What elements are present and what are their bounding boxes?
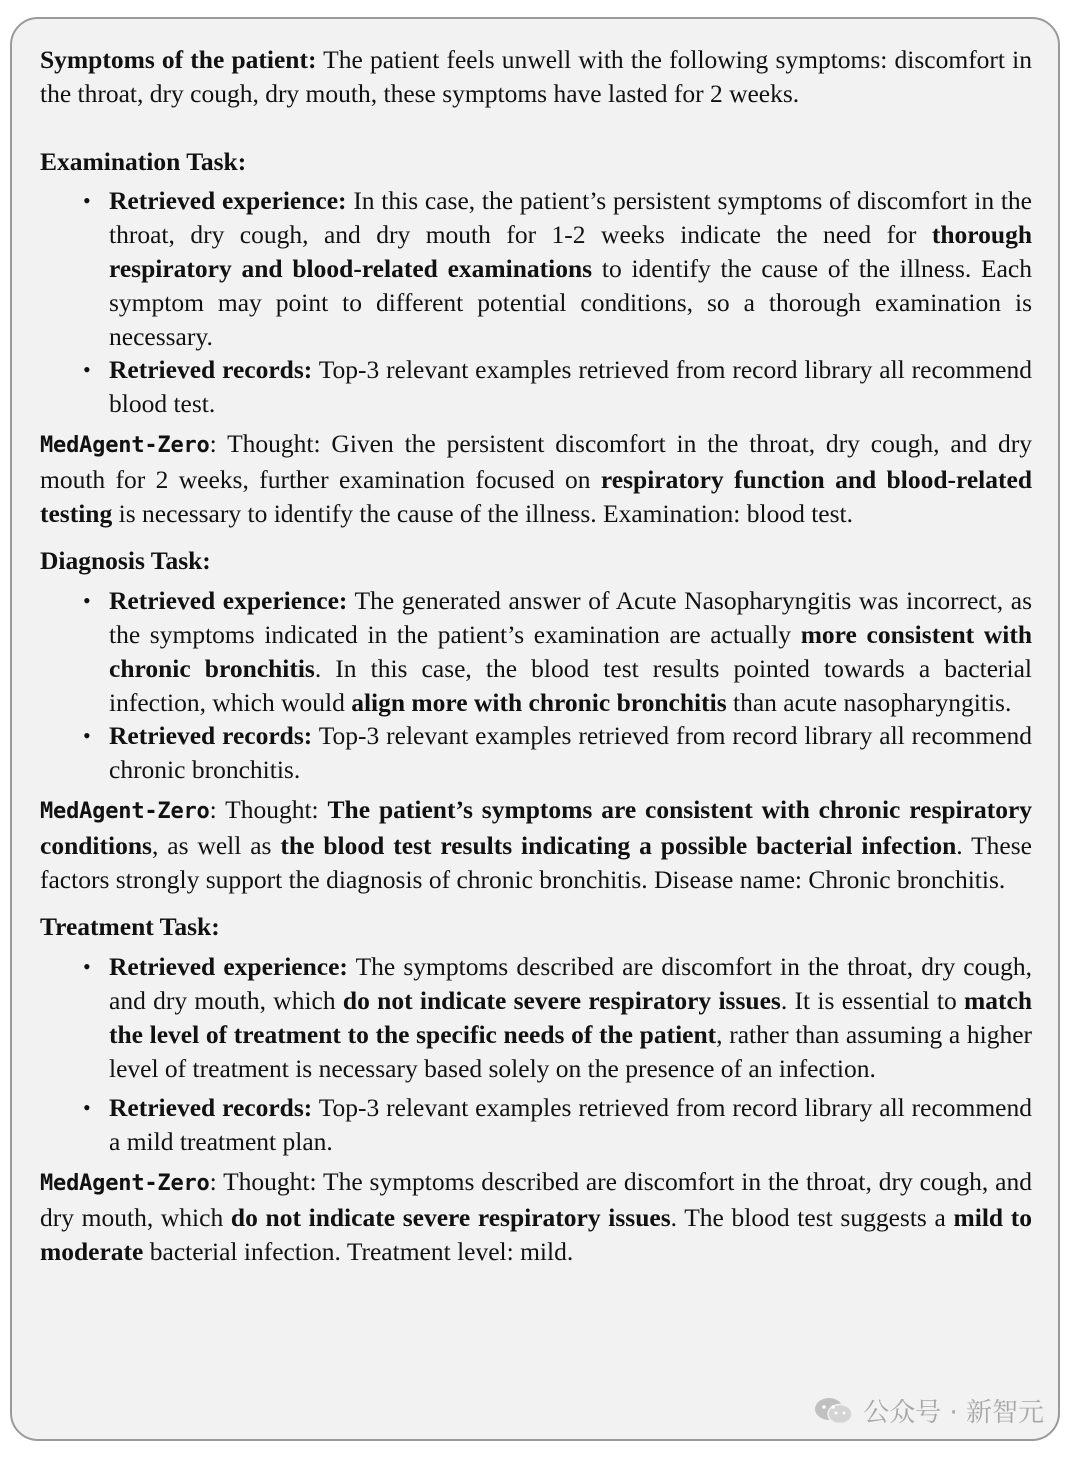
examination-agent-paragraph	[40, 427, 1032, 530]
treatment-experience-item	[83, 950, 1033, 1085]
agent-text: is necessary to identify the cause of the illness. Examination: blood test.	[118, 498, 853, 528]
records-text: Top-3 relevant examples retrieved from record library all recommend a mild treatment plan.	[109, 1093, 1033, 1157]
examination-records-item	[83, 353, 1033, 421]
case-study-card	[10, 17, 1060, 1441]
bullet-icon: •	[83, 723, 91, 749]
bullet-icon: •	[83, 1095, 91, 1121]
experience-emphasis: align more with chronic bronchitis	[351, 687, 727, 717]
treatment-heading: Treatment Task:	[40, 912, 220, 942]
diagnosis-agent-paragraph	[40, 793, 1032, 896]
examination-heading: Examination Task:	[40, 146, 247, 176]
treatment-agent-paragraph	[40, 1165, 1032, 1268]
agent-text: . The blood test suggests a	[670, 1202, 946, 1232]
treatment-records-item	[83, 1091, 1033, 1159]
agent-name: MedAgent-Zero	[40, 432, 210, 458]
experience-text: The generated answer of Acute Nasopharyngitis was incorrect, as the symptoms indicated in the patient’s examination are actually	[109, 586, 1032, 649]
watermark-text: 公众号 · 新智元	[863, 1398, 1044, 1428]
records-label: Retrieved records:	[109, 355, 313, 385]
experience-text: . In this case, the blood test results pointed towards a bacterial infection, which would	[109, 653, 1033, 717]
diagnosis-records-item	[83, 719, 1033, 787]
experience-text: to identify the cause of the illness. Each symptom may point to different potential conditions, so a thorough examination is necessary.	[109, 253, 1033, 351]
experience-emphasis: do not indicate severe respiratory issues	[342, 985, 781, 1015]
diagnosis-bullets	[40, 584, 1032, 787]
experience-text: In this case, the patient’s persistent symptoms of discomfort in the throat, dry cough, and dry mouth for 1-2 weeks indicate the need for	[109, 186, 1033, 250]
agent-text: . These factors strongly support the diagnosis of chronic bronchitis. Disease name: Chronic bronchitis.	[40, 830, 1032, 894]
records-text: Top-3 relevant examples retrieved from record library all recommend chronic bronchitis.	[109, 721, 1033, 785]
experience-label: Retrieved experience:	[109, 952, 348, 982]
experience-label: Retrieved experience:	[109, 186, 347, 216]
experience-text: , rather than assuming a higher level of treatment is necessary based solely on the presence of an infection.	[109, 1019, 1033, 1083]
agent-name: MedAgent-Zero	[40, 1170, 210, 1196]
symptoms-label: Symptoms of the patient:	[40, 45, 317, 74]
experience-label: Retrieved experience:	[109, 586, 348, 616]
diagnosis-heading: Diagnosis Task:	[40, 546, 211, 576]
agent-emphasis: The patient’s symptoms are consistent with chronic respiratory conditions	[40, 794, 1033, 860]
records-label: Retrieved records:	[109, 721, 313, 751]
diagnosis-experience-item	[83, 584, 1033, 719]
symptoms-text: The patient feels unwell with the following symptoms: discomfort in the throat, dry cough, dry mouth, these symptoms have lasted for 2 weeks.	[40, 45, 1032, 108]
records-text: Top-3 relevant examples retrieved from record library all recommend blood test.	[109, 355, 1033, 419]
agent-text: , as well as	[151, 830, 272, 860]
experience-emphasis: more consistent with chronic bronchitis	[109, 619, 1033, 683]
experience-text: The symptoms described are discomfort in the throat, dry cough, and dry mouth, which	[109, 952, 1033, 1015]
agent-name: MedAgent-Zero	[40, 798, 210, 824]
agent-emphasis: the blood test results indicating a possible bacterial infection	[280, 830, 957, 860]
agent-text: : Thought: The symptoms described are discomfort in the throat, dry cough, and dry mouth, which	[40, 1166, 1032, 1232]
agent-text: : Thought: Given the persistent discomfort in the throat, dry cough, and dry mouth for 2 weeks, further examination focused on	[40, 428, 1032, 494]
bullet-icon: •	[83, 188, 91, 214]
wechat-icon	[813, 1396, 855, 1426]
experience-emphasis: thorough respiratory and blood-related examinations	[109, 220, 1033, 283]
bullet-icon: •	[83, 954, 91, 980]
examination-experience-item	[83, 184, 1033, 353]
symptoms-paragraph	[40, 43, 1032, 111]
experience-text: . It is essential to	[780, 985, 957, 1015]
treatment-bullets	[40, 950, 1032, 1159]
agent-text: : Thought:	[209, 794, 319, 824]
examination-bullets	[40, 184, 1032, 421]
experience-text: than acute nasopharyngitis.	[733, 687, 1012, 717]
agent-text: bacterial infection. Treatment level: mild.	[149, 1236, 574, 1266]
agent-emphasis: respiratory function and blood-related testing	[40, 464, 1033, 528]
watermark	[813, 1392, 1044, 1429]
agent-emphasis: mild to moderate	[40, 1202, 1033, 1266]
records-label: Retrieved records:	[109, 1093, 313, 1123]
experience-emphasis: match the level of treatment to the specific needs of the patient	[109, 985, 1032, 1049]
bullet-icon: •	[83, 357, 91, 383]
agent-emphasis: do not indicate severe respiratory issues	[230, 1202, 671, 1232]
bullet-icon: •	[83, 588, 91, 614]
